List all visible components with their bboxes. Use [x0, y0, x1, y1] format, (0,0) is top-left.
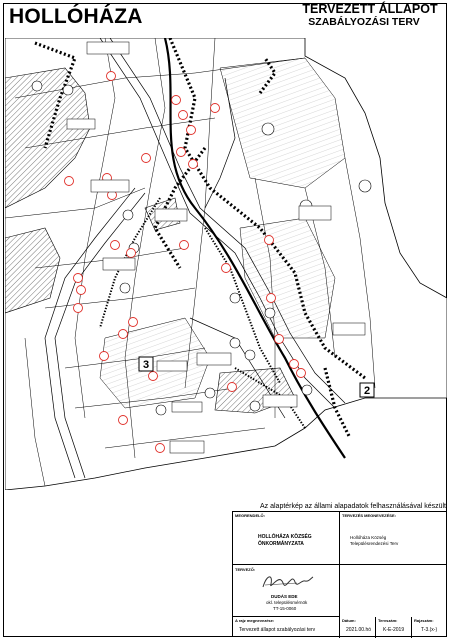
map-area [5, 38, 447, 490]
town-title: HOLLÓHÁZA [9, 5, 143, 28]
drawing-number-label: Rajzszám: [414, 618, 434, 623]
plan-title-state: TERVEZETT ÁLLAPOT [302, 2, 438, 16]
regulation-map [5, 38, 447, 490]
designer-title: okl. településmérnök [266, 600, 308, 605]
drawing-name-value: Tervezett állapot szabályozási terv [239, 627, 316, 633]
drawing-number-value: T-3.(x-) [421, 627, 438, 633]
title-block [232, 511, 447, 637]
client-name-line1: HOLLÓHÁZA KÖZSÉG [258, 534, 312, 540]
client-name-line2: ÖNKORMÁNYZATA [258, 541, 304, 547]
base-map-note: Az alaptérkép az állami alapadatok felhasználásával készült [260, 503, 446, 510]
date-label: Dátum: [342, 618, 356, 623]
sheet-index-label: 2 [363, 385, 371, 397]
designer-signature [257, 572, 317, 592]
designer-label: TERVEZŐ: [235, 567, 256, 572]
project-label: TERVEZÉS MEGNEVEZÉSE: [342, 513, 396, 518]
sheet-index-label: 3 [142, 359, 150, 371]
drawing-name-label: A rajz megnevezése: [235, 618, 275, 623]
date-value: 2021.00.hó [346, 627, 372, 633]
designer-name: DUDÁS EDE [271, 594, 298, 599]
client-label: MEGRENDELŐ: [235, 513, 265, 518]
plan-title-type: SZABÁLYOZÁSI TERV [308, 16, 420, 28]
project-line1: Hollóháza Község [350, 535, 387, 540]
plan-number-label: Tervszám: [378, 618, 398, 623]
designer-id: TT-15-0060 [273, 606, 297, 611]
plan-number-value: K-E-2019 [383, 627, 405, 633]
project-line2: Településrendezési Terv [350, 541, 399, 546]
